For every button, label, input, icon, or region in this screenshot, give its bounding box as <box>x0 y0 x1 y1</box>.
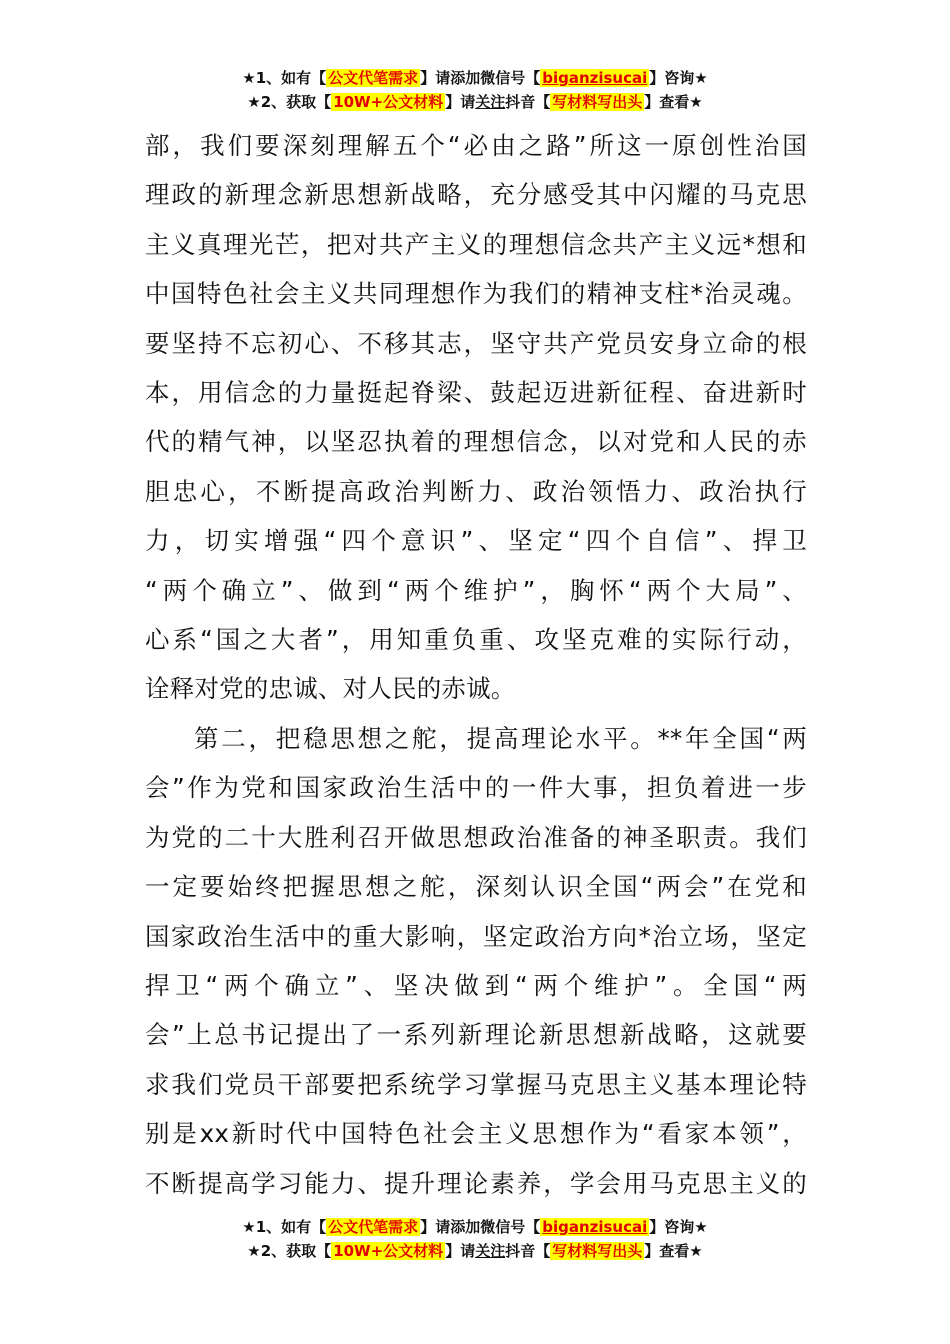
paragraph-line: 别是xx新时代中国特色社会主义思想作为“看家本领”， <box>145 1119 807 1149</box>
footer-banner <box>0 1215 950 1263</box>
paragraph-line: “两个确立”、做到“两个维护”，胸怀“两个大局”、 <box>145 575 807 605</box>
star-icon: ★ <box>242 69 256 87</box>
highlight-materials: 10W+公文材料 <box>333 1242 444 1260</box>
paragraph-line: 本，用信念的力量挺起脊梁、鼓起迈进新征程、奋进新时 <box>145 378 807 408</box>
banner-line-2 <box>0 90 950 114</box>
banner-line-1 <box>0 66 950 90</box>
banner-text: 2、获取【 <box>260 93 332 111</box>
star-icon: ★ <box>247 1242 261 1260</box>
highlight-wechat-id: biganzisucai <box>542 1218 648 1236</box>
paragraph-line: 理政的新理念新思想新战略，充分感受其中闪耀的马克思 <box>145 180 807 210</box>
star-icon: ★ <box>242 1218 256 1236</box>
paragraph-line: 要坚持不忘初心、不移其志，坚守共产党员安身立命的根 <box>145 328 807 358</box>
paragraph-line: 国家政治生活中的重大影响，坚定政治方向*治立场，坚定 <box>145 921 807 951</box>
highlight-service: 公文代笔需求 <box>328 69 419 87</box>
highlight-douyin-account: 写材料写出头 <box>552 93 643 111</box>
banner-line-1 <box>0 1215 950 1239</box>
banner-text: 抖音【 <box>505 1242 551 1260</box>
paragraph-line: 不断提高学习能力、提升理论素养，学会用马克思主义的 <box>145 1168 807 1198</box>
document-body <box>145 121 807 1208</box>
paragraph-line: 力，切实增强“四个意识”、坚定“四个自信”、捍卫 <box>145 526 807 556</box>
header-banner <box>0 66 950 114</box>
banner-text: 】请添加微信号【 <box>420 69 541 87</box>
paragraph-line: 部，我们要深刻理解五个“必由之路”所这一原创性治国 <box>145 131 807 160</box>
banner-text: 】查看★ <box>644 1242 703 1260</box>
paragraph-line: 捍卫“两个确立”、坚决做到“两个维护”。全国“两 <box>145 970 807 1000</box>
banner-text: 2、获取【 <box>260 1242 332 1260</box>
highlight-wechat-id: biganzisucai <box>542 69 648 87</box>
highlight-douyin-account: 写材料写出头 <box>552 1242 643 1260</box>
highlight-materials: 10W+公文材料 <box>333 93 444 111</box>
paragraph-line: 胆忠心，不断提高政治判断力、政治领悟力、政治执行 <box>145 476 807 506</box>
underlined-follow: 关注 <box>475 1242 506 1260</box>
banner-text: 】请添加微信号【 <box>420 1218 541 1236</box>
banner-text: 1、如有【 <box>255 1218 327 1236</box>
highlight-service: 公文代笔需求 <box>328 1218 419 1236</box>
underlined-follow: 关注 <box>475 93 506 111</box>
paragraph-line: 一定要始终把握思想之舵，深刻认识全国“两会”在党和 <box>145 872 807 902</box>
paragraph-line: 诠释对党的忠诚、对人民的赤诚。 <box>145 674 516 704</box>
paragraph-line: 代的精气神，以坚忍执着的理想信念，以对党和人民的赤 <box>145 427 807 457</box>
paragraph-line: 为党的二十大胜利召开做思想政治准备的神圣职责。我们 <box>145 822 807 852</box>
paragraph-line: 心系“国之大者”，用知重负重、攻坚克难的实际行动， <box>145 625 807 655</box>
paragraph-line: 中国特色社会主义共同理想作为我们的精神支柱*治灵魂。 <box>145 279 807 309</box>
banner-text: 】查看★ <box>644 93 703 111</box>
banner-text: 】咨询★ <box>649 1218 708 1236</box>
paragraph-line: 会”作为党和国家政治生活中的一件大事，担负着进一步 <box>145 773 807 803</box>
banner-text: 抖音【 <box>505 93 551 111</box>
banner-text: 】咨询★ <box>649 69 708 87</box>
banner-text: 1、如有【 <box>255 69 327 87</box>
paragraph-line: 求我们党员干部要把系统学习掌握马克思主义基本理论特 <box>145 1069 807 1099</box>
paragraph-heading-line: 第二，把稳思想之舵，提高理论水平。**年全国“两 <box>194 723 807 753</box>
banner-text: 】请 <box>445 93 476 111</box>
banner-text: 】请 <box>445 1242 476 1260</box>
paragraph-line: 会”上总书记提出了一系列新理论新思想新战略，这就要 <box>145 1020 807 1050</box>
banner-line-2 <box>0 1239 950 1263</box>
star-icon: ★ <box>247 93 261 111</box>
paragraph-line: 主义真理光芒，把对共产主义的理想信念共产主义远*想和 <box>145 229 807 259</box>
